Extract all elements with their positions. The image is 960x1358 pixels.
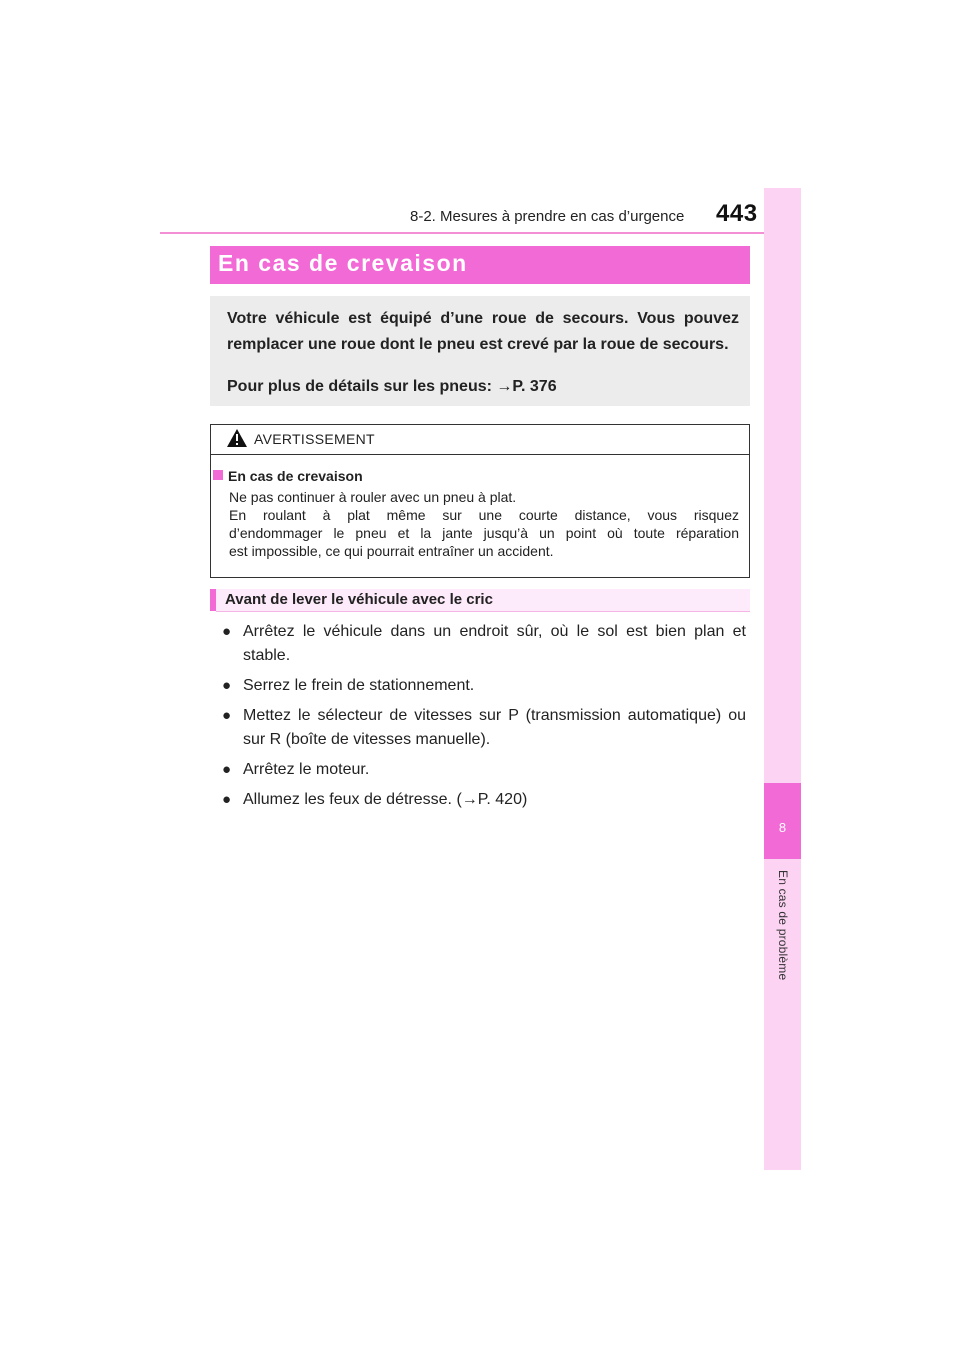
- subsection-underline: [216, 611, 750, 612]
- chapter-title: En cas de problème: [776, 870, 790, 981]
- warning-line: est impossible, ce qui pourrait entraîner un accident.: [229, 543, 554, 559]
- list-item-text: Serrez le frein de stationnement.: [243, 677, 475, 694]
- list-item: [222, 620, 746, 668]
- bullet-dot-icon: ●: [222, 791, 232, 808]
- bullet-dot-icon: ●: [222, 677, 232, 694]
- intro-reference: Pour plus de détails sur les pneus: →P. 376: [227, 378, 557, 395]
- subsection-title: Avant de lever le véhicule avec le cric: [225, 591, 493, 608]
- warning-subtitle: En cas de crevaison: [228, 468, 363, 484]
- list-item-text: Mettez le sélecteur de vitesses sur P (transmission automatique) ou sur R (boîte de vitesses manuelle).: [243, 707, 746, 748]
- list-item: [222, 758, 746, 782]
- header-divider: [160, 232, 800, 234]
- square-bullet-icon: [213, 470, 223, 480]
- list-item-text: Arrêtez le moteur.: [243, 761, 370, 778]
- running-header: 8-2. Mesures à prendre en cas d’urgence: [410, 208, 685, 225]
- page-title: En cas de crevaison: [218, 250, 468, 276]
- chapter-number: 8: [778, 820, 787, 835]
- warning-line: d’endommager le pneu et la jante jusqu’à un point où toute réparation: [229, 525, 739, 541]
- bullet-dot-icon: ●: [222, 623, 232, 640]
- list-item: [222, 788, 746, 812]
- chapter-side-tab: [764, 188, 801, 1170]
- warning-title: AVERTISSEMENT: [254, 431, 375, 447]
- list-item-text: Arrêtez le véhicule dans un endroit sûr, où le sol est bien plan et stable.: [243, 623, 746, 664]
- warning-triangle-icon: [226, 428, 248, 448]
- warning-line: Ne pas continuer à rouler avec un pneu à plat.: [229, 489, 517, 505]
- list-item: [222, 704, 746, 752]
- page-number: 443: [716, 200, 758, 227]
- warning-body: [229, 488, 739, 560]
- warning-line: En roulant à plat même sur une courte distance, vous risquez: [229, 507, 739, 523]
- list-item-text: Allumez les feux de détresse. (→P. 420): [243, 791, 528, 808]
- bullet-list: [222, 620, 746, 812]
- bullet-dot-icon: ●: [222, 761, 232, 778]
- warning-header-divider: [211, 454, 749, 455]
- intro-paragraph: Votre véhicule est équipé d’une roue de secours. Vous pouvez remplacer une roue dont le pneu est crevé par la roue de secours.: [227, 310, 739, 353]
- bullet-dot-icon: ●: [222, 707, 232, 724]
- list-item: [222, 674, 746, 698]
